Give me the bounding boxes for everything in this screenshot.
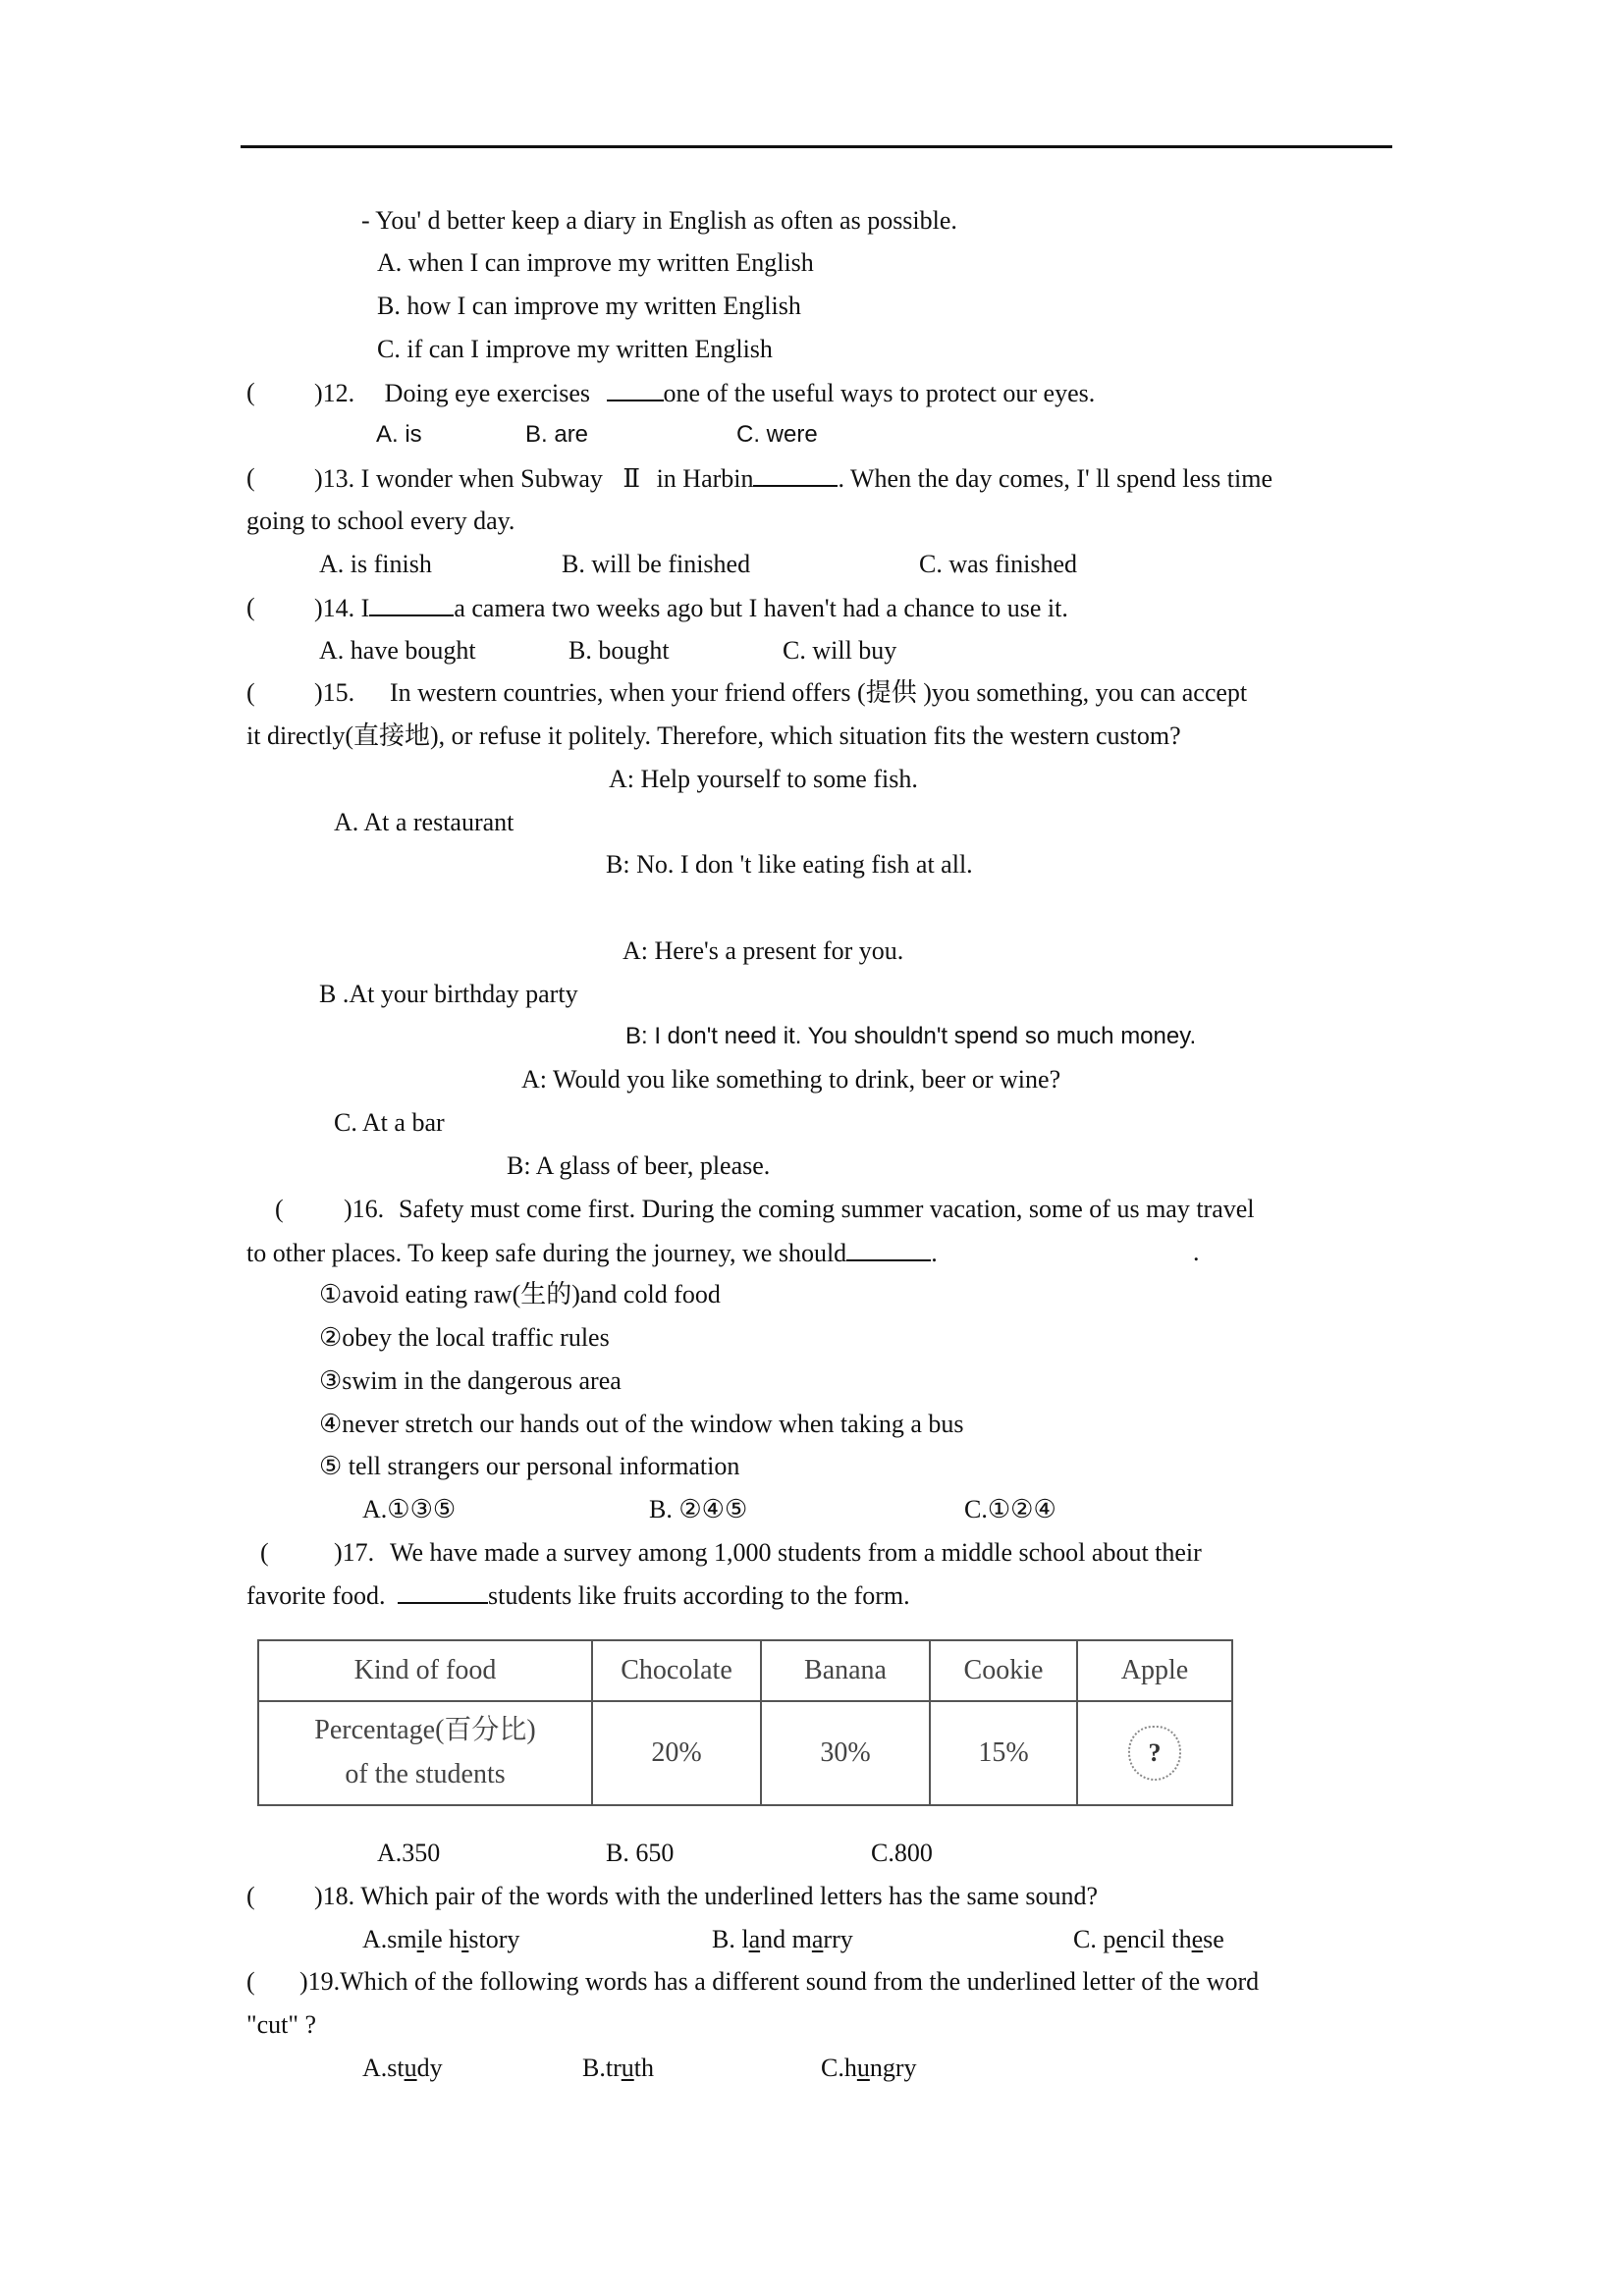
food-survey-table [257,1639,1233,1806]
q19-a-part: dy [416,2054,443,2082]
q17-option-a: A.350 [377,1839,441,1867]
apple-icon: ? [1128,1726,1181,1781]
q17-answer-blank [398,1582,488,1604]
q12-number: )12. [314,379,355,407]
q14-number: )14. I [314,594,370,622]
q12-answer-blank [607,380,664,401]
q13-answer-blank [753,465,838,487]
q18-c-underlined: e [1115,1925,1127,1953]
q12-before: Doing eye exercises [384,379,591,407]
q18-option-c [1073,1927,1224,1952]
q15-number: )15. [314,678,355,707]
q16-line2-after: . [931,1239,938,1267]
q12-option-b: B. are [525,421,589,448]
q18-a-underlined: i [461,1925,469,1953]
q14-stem [314,595,1068,621]
q18-c-underlined: e [1191,1925,1204,1953]
q15-option-c-label: C. At a bar [334,1108,445,1137]
food-table-header-cookie: Cookie [930,1640,1077,1701]
food-table-value-row [258,1701,1232,1805]
q19-option-b [582,2056,654,2081]
q14-option-b: B. bought [568,636,670,665]
food-table-value-banana: 30% [761,1701,930,1805]
food-table-header-kind: Kind of food [258,1640,592,1701]
food-table-header-chocolate: Chocolate [592,1640,761,1701]
q19-stem: )19.Which of the following words has a different sound from the underlined letter of the word [299,1967,1260,1996]
q18-b-part: B. l [712,1925,749,1953]
q14-paren: ( [246,593,255,621]
q14-option-c: C. will buy [783,636,897,665]
q17-number: )17. [334,1538,375,1567]
q16-line2 [246,1240,938,1266]
q19-option-c [821,2056,917,2081]
q16-item-5: ⑤ tell strangers our personal information [319,1452,740,1480]
q13-after: . When the day comes, I' ll spend less time [838,464,1272,493]
q18-a-underlined: i [416,1925,424,1953]
q16-paren: ( [275,1195,284,1223]
q17-line2 [246,1582,910,1609]
q12-option-c: C. were [736,421,818,448]
q16-trailing-dot: . [1193,1238,1200,1266]
q17-paren: ( [260,1538,269,1567]
q19-c-underlined: u [856,2054,870,2082]
q16-line1: Safety must come first. During the coming summer vacation, some of us may travel [399,1195,1255,1223]
q15-b-dialog-b: B: I don't need it. You shouldn't spend so much money. [625,1023,1197,1049]
food-table-value-chocolate: 20% [592,1701,761,1805]
q12-after: one of the useful ways to protect our eyes. [663,379,1096,407]
q17-option-b: B. 650 [606,1839,675,1867]
q14-option-a: A. have bought [319,636,476,665]
q15-option-b-label: B .At your birthday party [319,980,578,1008]
q16-line2-before: to other places. To keep safe during the journey, we should [246,1239,847,1267]
q16-item-1: ①avoid eating raw(生的)and cold food [319,1280,721,1308]
q19-b-part: B.tr [582,2054,622,2082]
q16-option-a: A.①③⑤ [362,1495,457,1523]
q18-option-a [362,1927,519,1952]
q18-a-part: A.sm [362,1925,417,1953]
q16-number: )16. [344,1195,385,1223]
q13-stem [314,465,1272,492]
q18-c-part: ncil th [1126,1925,1192,1953]
q15-c-dialog-b: B: A glass of beer, please. [507,1151,771,1180]
food-table-row-label-1: Percentage(百分比) [314,1715,536,1746]
q18-a-part: le h [423,1925,462,1953]
q11-option-c: C. if can I improve my written English [377,335,773,363]
q12-stem [314,380,1095,406]
q18-c-part: se [1203,1925,1224,1953]
q11-option-b: B. how I can improve my written English [377,292,801,320]
q15-a-dialog-a: A: Help yourself to some fish. [609,765,918,793]
q16-item-2: ②obey the local traffic rules [319,1323,610,1352]
q13-option-c: C. was finished [919,550,1078,578]
q19-c-part: ngry [869,2054,917,2082]
q19-b-underlined: u [621,2054,634,2082]
q15-b-dialog-a: A: Here's a present for you. [623,936,904,965]
q13-option-a: A. is finish [319,550,432,578]
q13-line2: going to school every day. [246,507,515,535]
header-rule [241,145,1392,148]
q15-line2: it directly(直接地), or refuse it politely. Therefore, which situation fits the western custom? [246,721,1181,750]
q16-item-3: ③swim in the dangerous area [319,1366,622,1395]
q15-line1: In western countries, when your friend offers (提供 )you something, you can accept [390,678,1248,707]
q17-line2-after: students like fruits according to the form. [488,1581,910,1610]
q18-stem: )18. Which pair of the words with the underlined letters has the same sound? [314,1882,1099,1910]
q18-paren: ( [246,1882,255,1910]
q12-paren: ( [246,378,255,406]
q18-b-underlined: a [811,1925,824,1953]
q18-option-b [712,1927,853,1952]
q13-mid: in Harbin [656,464,754,493]
q13-option-b: B. will be finished [562,550,751,578]
food-table-row-label [258,1701,592,1805]
q18-c-part: C. p [1073,1925,1116,1953]
q14-after: a camera two weeks ago but I haven't had a chance to use it. [454,594,1068,622]
q17-line2-before: favorite food. [246,1581,386,1610]
food-table-row-label-2: of the students [345,1759,506,1789]
q15-c-dialog-a: A: Would you like something to drink, beer or wine? [521,1065,1061,1094]
q11-option-a: A. when I can improve my written English [377,248,814,277]
q18-a-part: story [468,1925,520,1953]
q13-paren: ( [246,463,255,492]
q11-line: - You' d better keep a diary in English as often as possible. [361,206,957,235]
food-table-header-apple: Apple [1077,1640,1232,1701]
q19-line2: "cut" ? [246,2010,317,2039]
food-table-header-row [258,1640,1232,1701]
q17-line1: We have made a survey among 1,000 students from a middle school about their [390,1538,1202,1567]
q13-roman: Ⅱ [623,464,641,493]
q17-option-c: C.800 [871,1839,933,1867]
q16-option-b: B. ②④⑤ [649,1495,748,1523]
q19-c-part: C.h [821,2054,857,2082]
q14-answer-blank [369,595,454,616]
q19-a-part: A.st [362,2054,405,2082]
q19-option-a [362,2056,443,2081]
q16-item-4: ④never stretch our hands out of the window when taking a bus [319,1410,964,1438]
food-table-header-banana: Banana [761,1640,930,1701]
q15-a-dialog-b: B: No. I don 't like eating fish at all. [606,850,973,879]
q19-b-part: th [633,2054,654,2082]
q18-b-part: rry [823,1925,853,1953]
q18-b-part: nd m [760,1925,812,1953]
q16-answer-blank [846,1240,931,1261]
q15-paren: ( [246,678,255,707]
q16-option-c: C.①②④ [964,1495,1056,1523]
q15-option-a-label: A. At a restaurant [334,808,514,836]
food-table-value-cookie: 15% [930,1701,1077,1805]
q19-a-underlined: u [404,2054,417,2082]
food-table-value-apple [1077,1701,1232,1805]
q18-b-underlined: a [748,1925,761,1953]
q19-paren: ( [246,1967,255,1996]
q12-option-a: A. is [376,421,422,448]
q13-number: )13. I wonder when Subway [314,464,603,493]
